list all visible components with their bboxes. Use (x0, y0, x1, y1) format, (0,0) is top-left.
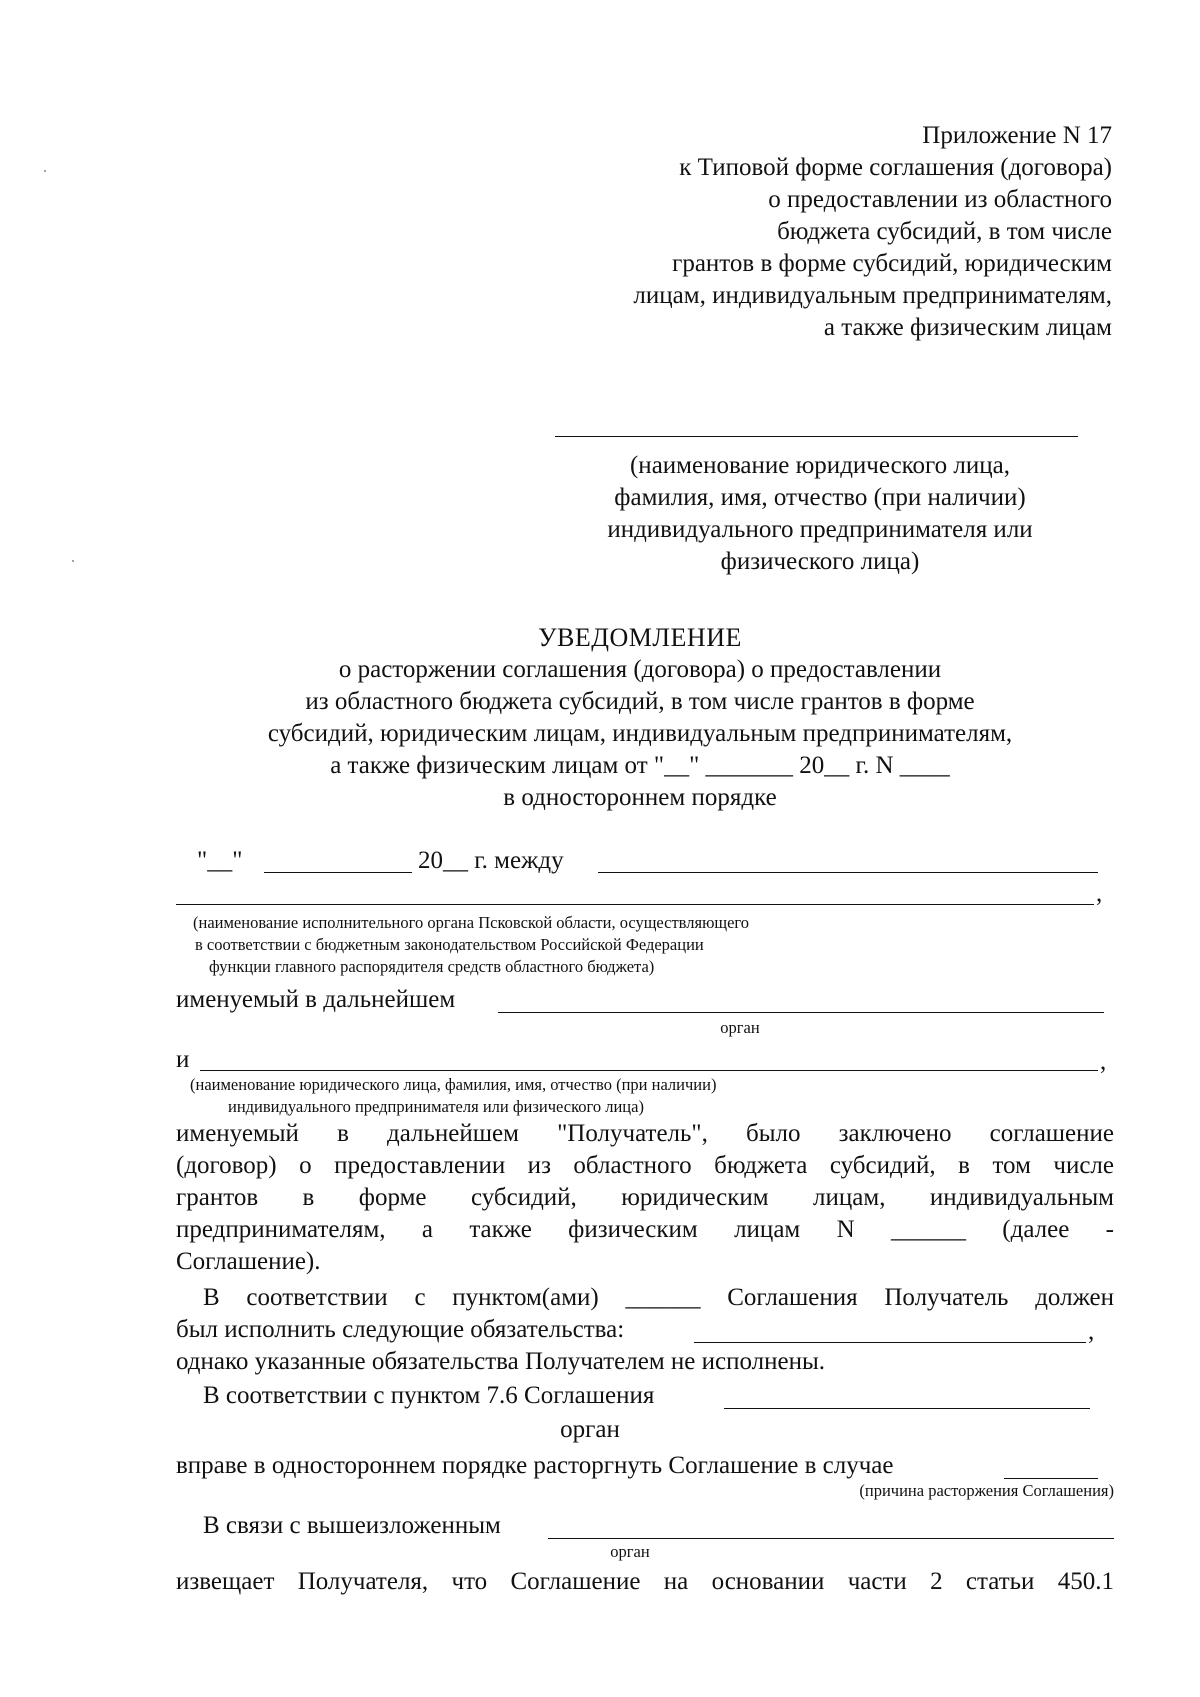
header-line: бюджета субсидий, в том числе (777, 218, 1112, 245)
organ-caption: орган (720, 1018, 760, 1037)
reason-underline (1004, 1478, 1098, 1479)
organ-note-line: в соответствии с бюджетным законодательством Российской Федерации (195, 935, 704, 954)
organ-note-line: функции главного распорядителя средств областного бюджета) (209, 957, 655, 976)
notice-heading: УВЕДОМЛЕНИЕ (538, 623, 742, 652)
paragraph-1-line: грантов в форме субсидий, юридическим лицам, индивидуальным (176, 1184, 1114, 1211)
addressee-underline (555, 436, 1078, 437)
organ-underline (176, 904, 1094, 905)
paragraph-4-organ-underline (548, 1538, 1114, 1539)
recipient-underline (200, 1070, 1098, 1071)
header-line: Приложение N 17 (922, 122, 1112, 149)
notice-subtitle-line: из областного бюджета субсидий, в том числе грантов в форме (305, 688, 975, 715)
recipient-note (190, 1074, 716, 1118)
notice-subtitle-line: в одностороннем порядке (503, 784, 777, 811)
addressee-caption-line: фамилия, имя, отчество (при наличии) (614, 484, 1026, 511)
paragraph-1-line: (договор) о предоставлении из областного бюджета субсидий, в том числе (176, 1152, 1114, 1179)
addressee-caption (540, 450, 1100, 578)
date-quote: "__" (197, 847, 243, 874)
organ-note (193, 912, 749, 978)
header-line: о предоставлении из областного (768, 186, 1112, 213)
paragraph-2-line-2: был исполнить следующие обязательства: (176, 1316, 625, 1343)
paragraph-1 (176, 1118, 1114, 1278)
paragraph-3-organ-underline (724, 1408, 1090, 1409)
header-line: лицам, индивидуальным предпринимателям, (633, 282, 1112, 309)
paragraph-2-line-3: однако указанные обязательства Получателем не исполнены. (176, 1348, 826, 1375)
header-line: грантов в форме субсидий, юридическим (672, 250, 1112, 277)
paragraph-4-last-line: извещает Получателя, что Соглашение на основании части 2 статьи 450.1 (176, 1568, 1114, 1595)
scan-speck (44, 170, 46, 172)
organ-note-line: (наименование исполнительного органа Псковской области, осуществляющего (193, 913, 750, 932)
date-year-between: 20__ г. между (418, 847, 564, 874)
obligations-underline (694, 1342, 1086, 1343)
named-label: именуемый в дальнейшем (176, 986, 456, 1013)
paragraph-3-organ-caption: орган (560, 1416, 620, 1443)
comma: , (1100, 1048, 1107, 1075)
notice-subtitle-line: субсидий, юридическим лицам, индивидуальным предпринимателям, (267, 720, 1013, 747)
date-month-underline (264, 872, 412, 873)
scan-speck (72, 560, 74, 562)
paragraph-1-line: именуемый в дальнейшем "Получатель", было заключено соглашение (176, 1120, 1114, 1147)
between-underline (598, 872, 1098, 873)
named-underline (498, 1012, 1104, 1013)
and-word: и (176, 1046, 190, 1073)
notice-subtitle-line: а также физическим лицам от "__" _______ 20__ г. N ____ (330, 752, 950, 779)
recipient-note-line: (наименование юридического лица, фамилия, имя, отчество (при наличии) (190, 1075, 717, 1094)
comma: , (1096, 880, 1103, 907)
notice-subtitle-line: о расторжении соглашения (договора) о предоставлении (338, 656, 942, 683)
header-line: а также физическим лицам (823, 314, 1112, 341)
paragraph-1-last-line: Соглашение). (176, 1248, 321, 1275)
paragraph-4-last (176, 1566, 1114, 1598)
comma: , (1088, 1318, 1095, 1345)
paragraph-3-start: В соответствии с пунктом 7.6 Соглашения (203, 1382, 655, 1409)
addressee-caption-line: (наименование юридического лица, (629, 452, 1011, 479)
reason-caption: (причина расторжения Соглашения) (859, 1481, 1114, 1500)
paragraph-4-organ-caption: орган (610, 1542, 650, 1561)
header-block (552, 120, 1112, 344)
paragraph-2-first-line: В соответствии с пунктом(ами) ______ Соглашения Получатель должен (203, 1284, 1114, 1311)
paragraph-1-line: предпринимателям, а также физическим лицам N ______ (далее - (176, 1216, 1114, 1243)
notice-title (200, 622, 1080, 814)
paragraph-2-line-1 (203, 1282, 1114, 1314)
header-line: к Типовой форме соглашения (договора) (679, 154, 1112, 181)
recipient-note-line: индивидуального предпринимателя или физического лица) (228, 1097, 644, 1116)
addressee-caption-line: индивидуального предпринимателя или (607, 516, 1033, 543)
paragraph-4-start: В связи с вышеизложенным (203, 1512, 501, 1539)
addressee-caption-line: физического лица) (720, 548, 920, 575)
paragraph-3-line-2: вправе в одностороннем порядке расторгнуть Соглашение в случае (176, 1452, 894, 1479)
